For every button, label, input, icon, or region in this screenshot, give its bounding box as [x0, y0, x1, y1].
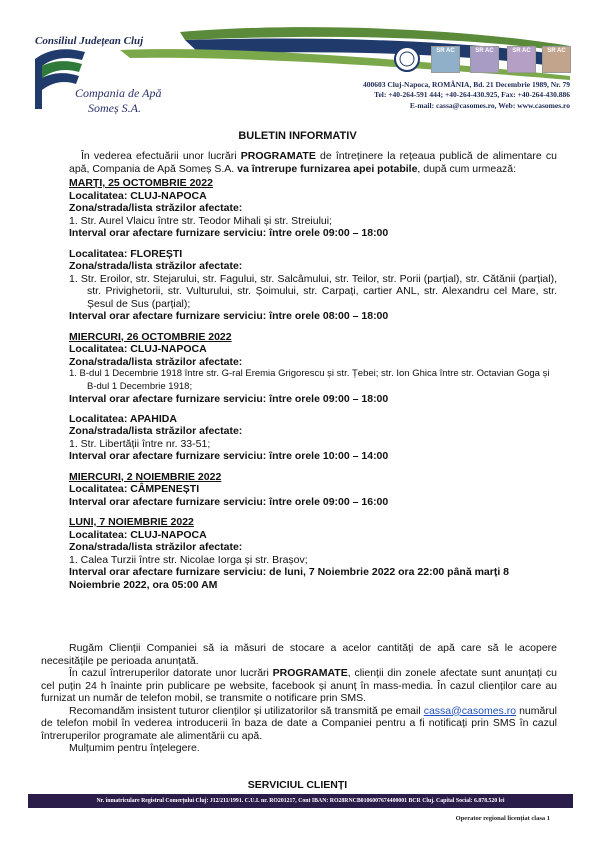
- interval-line: Interval orar afectare furnizare serviciu: între orele 09:00 – 18:00: [69, 227, 389, 239]
- signature: SERVICIUL CLIENȚI: [247, 779, 348, 791]
- zone-label: Zona/strada/lista străzilor afectate:: [69, 355, 243, 368]
- thanks-line: Mulțumim pentru înțelegere.: [69, 742, 200, 754]
- certification-badge: SR AC: [542, 46, 571, 73]
- locality: Localitatea: APAHIDA: [69, 412, 177, 425]
- locality: Localitatea: CÂMPENEȘTI: [69, 483, 200, 495]
- street-list-item: 1. Str. Aurel Vlaicu între str. Teodor Mihali și str. Streiului;: [69, 214, 333, 227]
- section-date: LUNI, 7 NOIEMBRIE 2022: [69, 516, 194, 528]
- email-link[interactable]: cassa@casomes.ro: [423, 704, 517, 717]
- certification-badge: SR AC: [431, 46, 460, 73]
- locality: Localitatea: CLUJ-NAPOCA: [69, 189, 207, 202]
- company-name-line2: Someș S.A.: [88, 101, 141, 115]
- certification-badge: SR AC: [507, 46, 536, 73]
- street-list-item: 1. Calea Turzii între str. Nicolae Iorga și str. Brașov;: [69, 553, 308, 566]
- interval-line: Interval orar afectare furnizare serviciu: între orele 09:00 – 18:00: [69, 393, 389, 405]
- street-list-item: 1. B-dul 1 Decembrie 1918 între str. G-ral Eremia Grigorescu și str. Țebei; str. Ion Ghica între str. Octavian Goga și B-dul 1 Decembrie 1918;: [69, 368, 550, 392]
- closing-paragraph: Recomandăm insistent tuturor clienților și utilizatorilor să transmită pe email cassa@casomes.ro numărul de telefon mobil în vederea introducerii în baza de date a Companiei pentru a fi notificați prin SMS în cazul întreruperilor programate ale alimentării cu apă.: [41, 704, 558, 742]
- section-date: MIERCURI, 26 OCTOMBRIE 2022: [69, 330, 232, 343]
- zone-label: Zona/strada/lista străzilor afectate:: [69, 425, 243, 437]
- zone-label: Zona/strada/lista străzilor afectate:: [69, 260, 243, 272]
- locality: Localitatea: CLUJ-NAPOCA: [69, 528, 207, 541]
- bulletin-body: [69, 150, 557, 591]
- locality: Localitatea: CLUJ-NAPOCA: [69, 343, 207, 355]
- address-line: 400603 Cluj-Napoca, ROMÂNIA, Bd. 21 Decembrie 1989, Nr. 79: [363, 80, 570, 89]
- section-date: MIERCURI, 2 NOIEMBRIE 2022: [69, 470, 222, 483]
- zone-label: Zona/strada/lista străzilor afectate:: [69, 541, 243, 553]
- footer-bar: Nr. înmatriculare Registrul Comerțului Cluj: J12/211/1991. C.U.I. nr. RO201217, Cont IBAN: RO28RNCB0106007674400001 BCR Cluj. Capital Social: 6.878.520 lei: [28, 794, 573, 808]
- certification-badge: SR AC: [470, 46, 499, 73]
- closing-section: [41, 642, 557, 755]
- interval-line: Interval orar afectare furnizare serviciu: între orele 09:00 – 16:00: [69, 495, 389, 508]
- locality: Localitatea: FLOREȘTI: [69, 247, 183, 260]
- iso-seal-icon: [394, 46, 420, 72]
- closing-paragraph: În cazul întreruperilor datorate unor lucrări PROGRAMATE, clienții din zonele afectate sunt anunțați cu cel puțin 24 h înainte prin publicare pe website, facebook și anunț în mass-media. În cazul clienților care au furnizat un număr de telefon mobil, se transmite o notificare prin SMS.: [41, 667, 557, 704]
- interval-line: Interval orar afectare furnizare serviciu: de luni, 7 Noiembrie 2022 ora 22:00 până marți 8 Noiembrie 2022, ora 05:00 AM: [69, 566, 510, 591]
- street-list-item: 1. Str. Libertății între nr. 33-51;: [69, 437, 211, 450]
- zone-label: Zona/strada/lista străzilor afectate:: [69, 202, 243, 214]
- interval-line: Interval orar afectare furnizare serviciu: între orele 10:00 – 14:00: [69, 450, 389, 462]
- contact-line: E-mail: cassa@casomes.ro, Web: www.casomes.ro: [409, 101, 570, 110]
- interval-line: Interval orar afectare furnizare serviciu: între orele 08:00 – 18:00: [69, 310, 389, 322]
- closing-paragraph: Rugăm Clienții Companiei să ia măsuri de stocare a acelor cantități de apă care să le acopere necesitățile pe perioada anunțată.: [41, 642, 557, 667]
- operator-label: Operator regional licențiat clasa 1: [455, 815, 550, 822]
- intro-paragraph: În vederea efectuării unor lucrări PROGRAMATE de întreținere la rețeaua publică de alimentare cu apă, Compania de Apă Someș S.A. va întrerupe furnizarea apei potabile, după cum urmează:: [69, 150, 557, 175]
- street-list-item: 1. Str. Eroilor, str. Stejarului, str. Fagului, str. Salcâmului, str. Teilor, str. Porii (parțial), str. Cătănii (parțial), str. Privighetorii, str. Vulturului, str. Șoimului, str. Carpați, cartier ANL, str. Alexandru cel Mare, str. Șesul de Sus (parțial);: [69, 272, 557, 310]
- phone-line: Tel: +40-264-591 444; +40-264-430.925, Fax: +40-264-430.886: [374, 90, 570, 99]
- section-date: MARȚI, 25 OCTOMBRIE 2022: [69, 177, 213, 189]
- company-name-line1: Compania de Apă: [75, 86, 162, 100]
- page-title: BULETIN INFORMATIV: [238, 130, 357, 142]
- company-logo-icon: [30, 44, 90, 114]
- council-name: Consiliul Județean Cluj: [35, 35, 144, 47]
